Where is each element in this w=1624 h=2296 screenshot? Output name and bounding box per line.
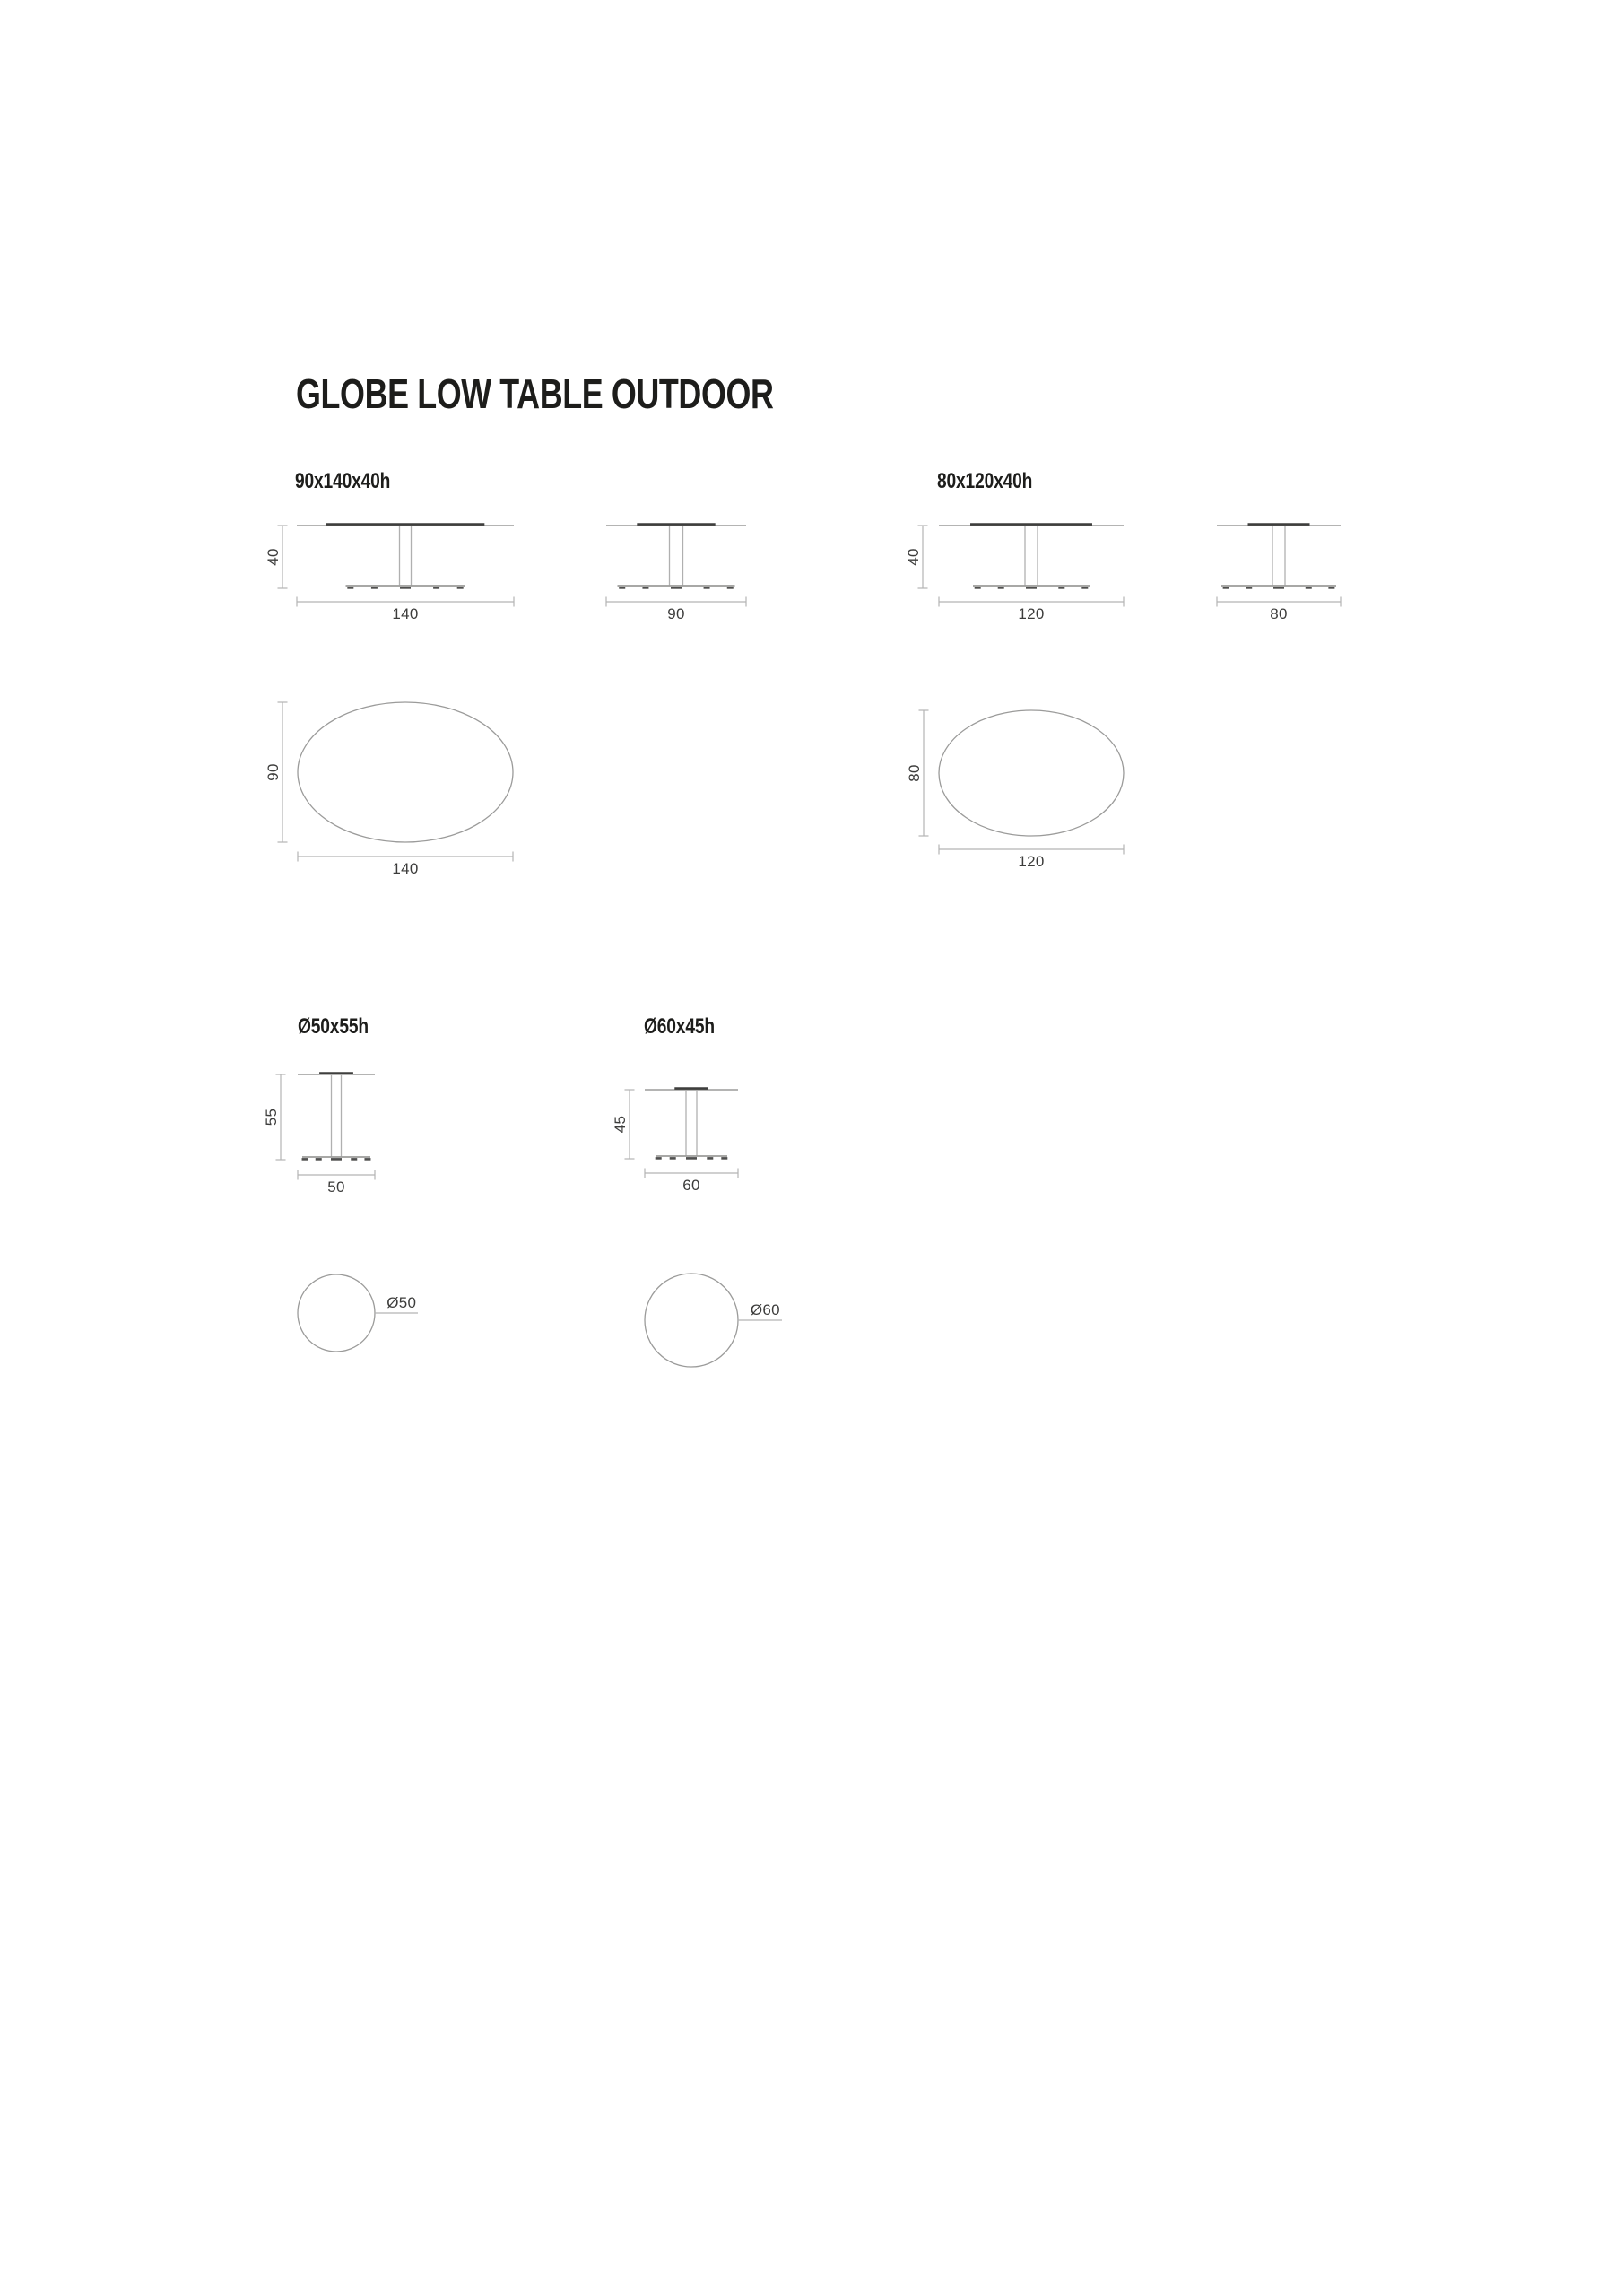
height-dimension-label: 45 bbox=[612, 1115, 629, 1134]
page-title: GLOBE LOW TABLE OUTDOOR bbox=[296, 370, 774, 417]
height-dimension-label: 40 bbox=[265, 548, 282, 566]
diameter-label: Ø60 bbox=[750, 1301, 780, 1318]
width-dimension-label: 80 bbox=[1270, 605, 1288, 622]
width-dimension-label: 50 bbox=[327, 1178, 345, 1196]
height-dimension-label: 90 bbox=[265, 763, 282, 781]
tabletop-outline-round bbox=[645, 1274, 738, 1367]
width-dimension-label: 60 bbox=[682, 1177, 700, 1194]
width-dimension-label: 140 bbox=[392, 605, 419, 622]
width-dimension-label: 140 bbox=[392, 860, 419, 877]
variant-heading-90x140x40h: 90x140x40h bbox=[295, 469, 391, 493]
variant-heading-d60x45h: Ø60x45h bbox=[644, 1014, 715, 1039]
tabletop-outline-oval bbox=[939, 710, 1124, 836]
height-dimension-label: 40 bbox=[905, 548, 922, 566]
diameter-label: Ø50 bbox=[386, 1294, 417, 1311]
height-dimension-label: 55 bbox=[263, 1108, 280, 1126]
tabletop-outline-oval bbox=[298, 702, 513, 842]
height-dimension-label: 80 bbox=[906, 764, 923, 782]
variant-heading-d50x55h: Ø50x55h bbox=[298, 1014, 369, 1039]
width-dimension-label: 120 bbox=[1018, 853, 1045, 870]
width-dimension-label: 120 bbox=[1018, 605, 1045, 622]
tabletop-outline-round bbox=[298, 1274, 375, 1352]
variant-heading-80x120x40h: 80x120x40h bbox=[937, 469, 1033, 493]
width-dimension-label: 90 bbox=[667, 605, 685, 622]
